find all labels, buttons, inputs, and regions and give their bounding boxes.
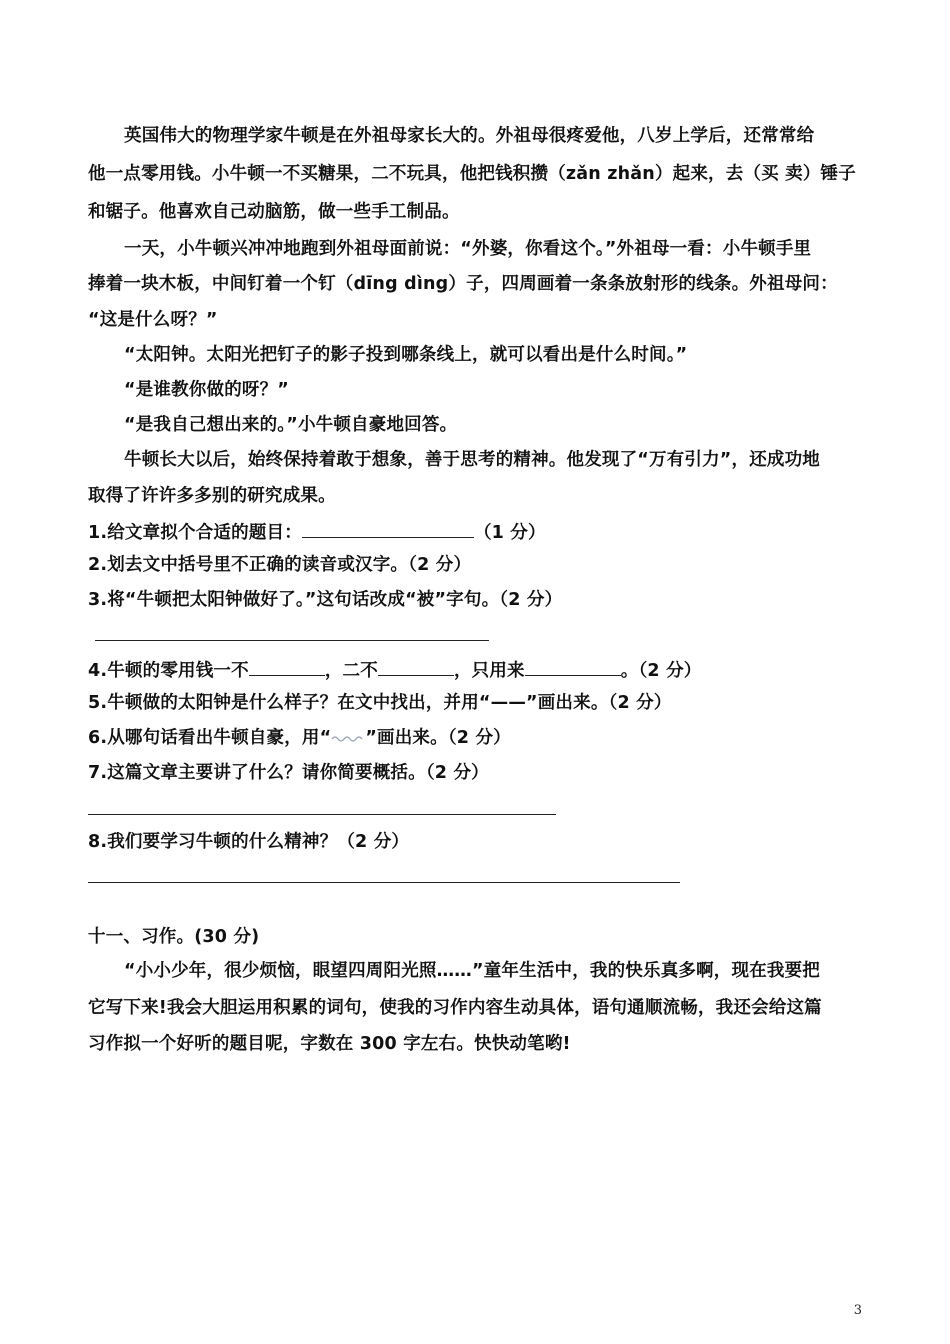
question-1-score: （1 分） [473, 523, 546, 543]
question-4 [88, 657, 701, 683]
question-7-answer-line[interactable] [88, 814, 556, 815]
question-4-blank-3[interactable] [525, 657, 621, 676]
passage-line-2: 他一点零用钱。小牛顿一不买糖果，二不玩具，他把钱积攒（zǎn zhǎn）起来，去（买 卖）锤子 [88, 164, 856, 184]
question-6-text-2: ”画出来。（2 分） [365, 728, 511, 748]
question-2: 2.划去文中括号里不正确的读音或汉字。（2 分） [88, 555, 472, 575]
question-6 [88, 726, 511, 750]
question-4-text-4: 。（2 分） [620, 661, 702, 681]
question-5: 5.牛顿做的太阳钟是什么样子？在文中找出，并用“——”画出来。（2 分） [88, 693, 672, 713]
question-1 [88, 519, 546, 545]
question-1-text: 1.给文章拟个合适的题目： [88, 523, 302, 543]
passage-line-1: 英国伟大的物理学家牛顿是在外祖母家长大的。外祖母很疼爱他，八岁上学后，还常常给 [124, 126, 815, 146]
page-number: 3 [853, 1303, 862, 1318]
question-3: 3.将“牛顿把太阳钟做好了。”这句话改成“被”字句。（2 分） [88, 590, 563, 610]
passage-line-6: “这是什么呀？” [88, 310, 218, 330]
question-6-text-1: 6.从哪句话看出牛顿自豪，用“ [88, 728, 332, 748]
question-4-text-3: ，只用来 [453, 661, 525, 681]
question-3-answer-line[interactable] [95, 640, 489, 641]
question-8-answer-line[interactable] [88, 882, 680, 883]
question-4-text-2: ，二不 [324, 661, 378, 681]
question-4-blank-1[interactable] [249, 657, 325, 676]
question-7: 7.这篇文章主要讲了什么？请你简要概括。（2 分） [88, 763, 489, 783]
question-4-text-1: 4.牛顿的零用钱一不 [88, 661, 249, 681]
question-8: 8.我们要学习牛顿的什么精神？（2 分） [88, 832, 410, 852]
wavy-underline-icon [331, 733, 365, 743]
passage-line-9: “是我自己想出来的。”小牛顿自豪地回答。 [124, 415, 458, 435]
question-4-blank-2[interactable] [378, 657, 454, 676]
passage-line-10: 牛顿长大以后，始终保持着敢于想象，善于思考的精神。他发现了“万有引力”，还成功地 [124, 450, 820, 470]
composition-line-2: 它写下来!我会大胆运用积累的词句，使我的习作内容生动具体，语句通顺流畅，我还会给这篇 [88, 998, 822, 1018]
composition-line-3: 习作拟一个好听的题目呢，字数在 300 字左右。快快动笔哟! [88, 1034, 571, 1054]
passage-line-7: “太阳钟。太阳光把钉子的影子投到哪条线上，就可以看出是什么时间。” [124, 345, 688, 365]
passage-line-11: 取得了许许多多别的研究成果。 [88, 486, 336, 506]
passage-line-4: 一天，小牛顿兴冲冲地跑到外祖母面前说：“外婆，你看这个。”外祖母一看：小牛顿手里 [124, 239, 812, 259]
passage-line-3: 和锯子。他喜欢自己动脑筋，做一些手工制品。 [88, 202, 460, 222]
composition-line-1: “小小少年，很少烦恼，眼望四周阳光照……”童年生活中，我的快乐真多啊，现在我要把 [124, 961, 820, 981]
question-1-answer-blank[interactable] [302, 519, 474, 538]
passage-line-5: 捧着一块木板，中间钉着一个钉（dīng dìng）子，四周画着一条条放射形的线条。外祖母问： [88, 274, 838, 294]
passage-line-8: “是谁教你做的呀？” [124, 380, 290, 400]
composition-heading: 十一、习作。(30 分) [88, 927, 260, 947]
